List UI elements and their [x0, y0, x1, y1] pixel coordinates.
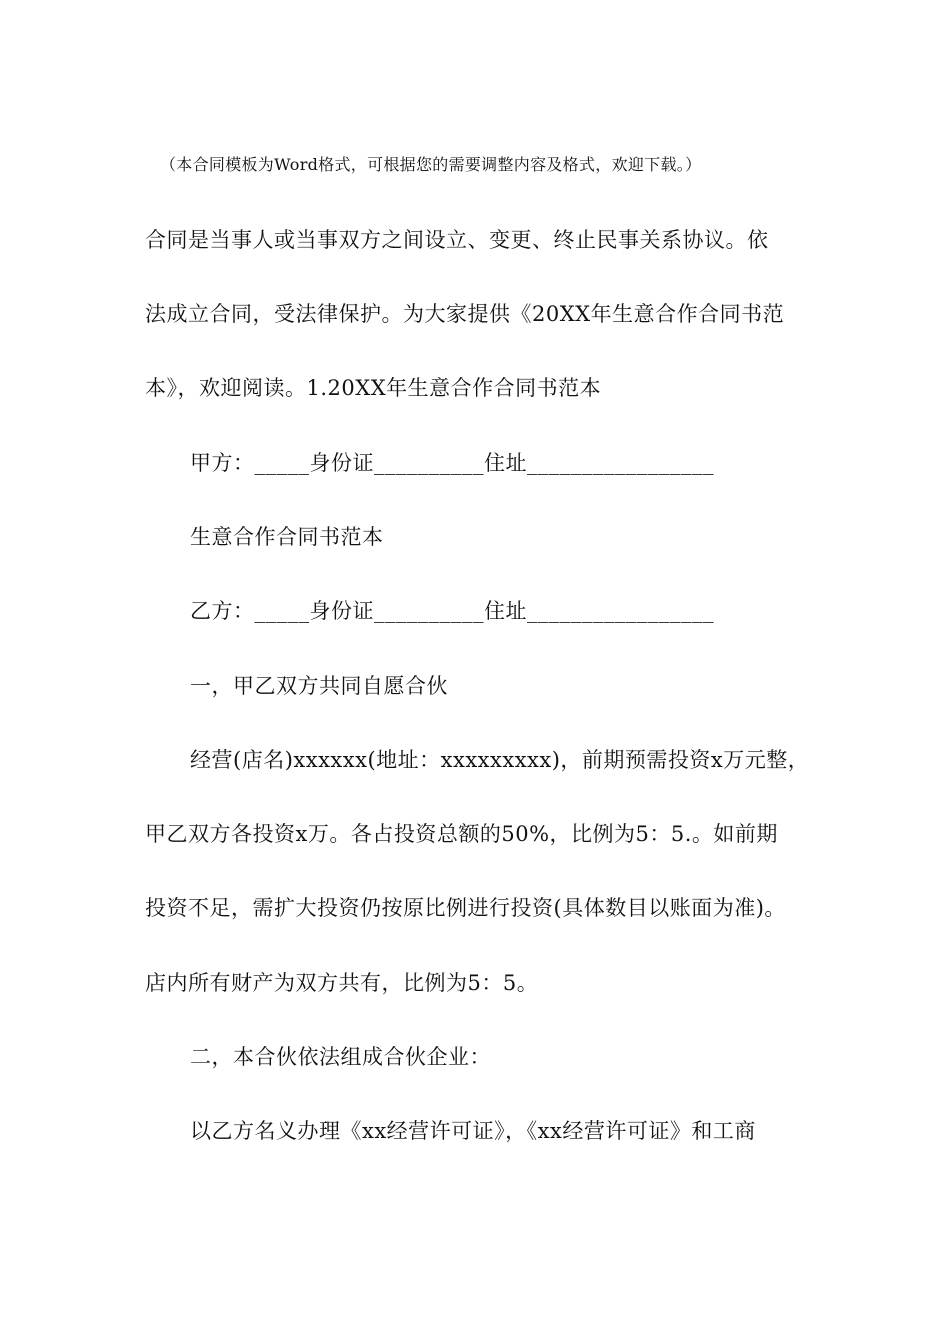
paragraph-line: 合同是当事人或当事双方之间设立、变更、终止民事关系协议。依	[145, 228, 769, 252]
paragraph-line: 投资不足，需扩大投资仍按原比例进行投资(具体数目以账面为准)。	[145, 896, 786, 920]
template-note: （本合同模板为Word格式，可根据您的需要调整内容及格式，欢迎下载。）	[160, 155, 702, 174]
section-heading: 一，甲乙双方共同自愿合伙	[190, 674, 448, 698]
paragraph-line: 本》，欢迎阅读。1.20XX年生意合作合同书范本	[145, 376, 602, 400]
paragraph-line: 经营(店名)xxxxxx(地址：xxxxxxxxx)，前期预需投资x万元整，	[190, 748, 810, 772]
party-a-line: 甲方：_____身份证__________住址_________________	[190, 451, 714, 475]
paragraph-line: 法成立合同，受法律保护。为大家提供《20XX年生意合作合同书范	[145, 302, 785, 326]
paragraph-line: 甲乙双方各投资x万。各占投资总额的50%，比例为5：5.。如前期	[145, 822, 778, 846]
section-heading: 二，本合伙依法组成合伙企业：	[190, 1045, 491, 1069]
contract-title: 生意合作合同书范本	[190, 525, 384, 549]
paragraph-line: 店内所有财产为双方共有，比例为5：5。	[145, 971, 539, 995]
paragraph-line: 以乙方名义办理《xx经营许可证》，《xx经营许可证》和工商	[190, 1119, 756, 1143]
party-b-line: 乙方：_____身份证__________住址_________________	[190, 599, 714, 623]
